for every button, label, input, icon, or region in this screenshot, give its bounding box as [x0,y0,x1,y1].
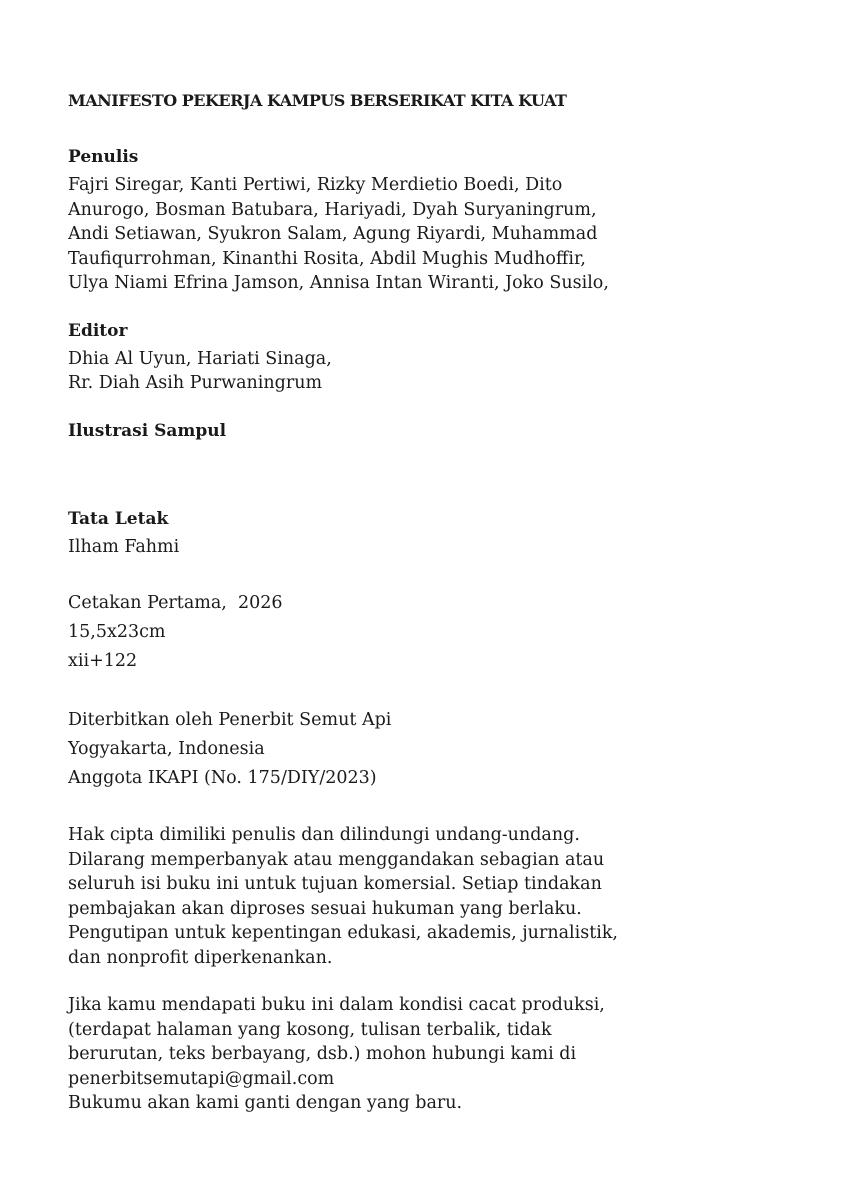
layout-credit-section [68,506,628,560]
print-edition: Cetakan Pertama, 2026 [68,593,283,613]
copyright-line: Hak cipta dimiliki penulis dan dilindungi undang-undang. [68,825,580,845]
copyright-notice [68,823,628,970]
layout-credit-heading: Tata Letak [68,508,169,529]
cover-illustration-heading: Ilustrasi Sampul [68,420,227,441]
cover-illustration-section [68,418,628,444]
copyright-line: dan nonprofit diperkenankan. [68,947,333,968]
print-pages: xii+122 [68,651,138,671]
publisher-info [68,706,628,793]
writers-line: Fajri Siregar, Kanti Pertiwi, Rizky Merdietio Boedi, Dito [68,175,563,195]
print-info-section [68,589,628,676]
publisher-section [68,706,628,793]
writers-line: Andi Setiawan, Syukron Salam, Agung Riyardi, Muhammad [68,224,598,244]
defects-notice [68,993,628,1116]
defects-line: (terdapat halaman yang kosong, tulisan terbalik, tidak [68,1019,552,1040]
editor-line: Dhia Al Uyun, Hariati Sinaga, [68,348,332,369]
writers-heading: Penulis [68,147,139,167]
colophon-page [68,88,628,1116]
publisher-location: Yogyakarta, Indonesia [68,739,265,759]
copyright-section [68,823,628,970]
print-info [68,589,628,676]
writers-line: Taufiqurrohman, Kinanthi Rosita, Abdil Mughis Mudhoffir, [68,248,586,269]
layout-credit-name-text: Ilham Fahmi [68,536,180,557]
editor-section [68,318,628,396]
copyright-line: pembajakan akan diproses sesuai hukuman yang berlaku. [68,898,582,919]
print-size: 15,5x23cm [68,622,166,642]
publisher-name: Diterbitkan oleh Penerbit Semut Api [68,710,392,730]
writers-line: Anurogo, Bosman Batubara, Hariyadi, Dyah Suryaningrum, [68,199,597,220]
publisher-ikapi: Anggota IKAPI (No. 175/DIY/2023) [68,768,377,788]
defects-section [68,993,628,1116]
copyright-line: Pengutipan untuk kepentingan edukasi, akademis, jurnalistik, [68,923,618,943]
book-title: MANIFESTO PEKERJA KAMPUS BERSERIKAT KITA KUAT [68,91,567,110]
editor-line: Rr. Diah Asih Purwaningrum [68,373,323,393]
editor-list [68,347,628,396]
editor-heading: Editor [68,320,128,341]
copyright-line: Dilarang memperbanyak atau menggandakan sebagian atau [68,849,605,870]
defects-line: Jika kamu mendapati buku ini dalam kondisi cacat produksi, [68,995,605,1015]
replacement-note: Bukumu akan kami ganti dengan yang baru. [68,1093,463,1113]
writers-section [68,144,628,296]
layout-credit-name [68,535,628,560]
contact-email: penerbitsemutapi@gmail.com [68,1068,335,1089]
writers-line: Ulya Niami Efrina Jamson, Annisa Intan Wiranti, Joko Susilo, [68,273,609,293]
writers-list [68,173,628,296]
copyright-line: seluruh isi buku ini untuk tujuan komersial. Setiap tindakan [68,874,602,894]
defects-line: berurutan, teks berbayang, dsb.) mohon hubungi kami di [68,1044,577,1064]
